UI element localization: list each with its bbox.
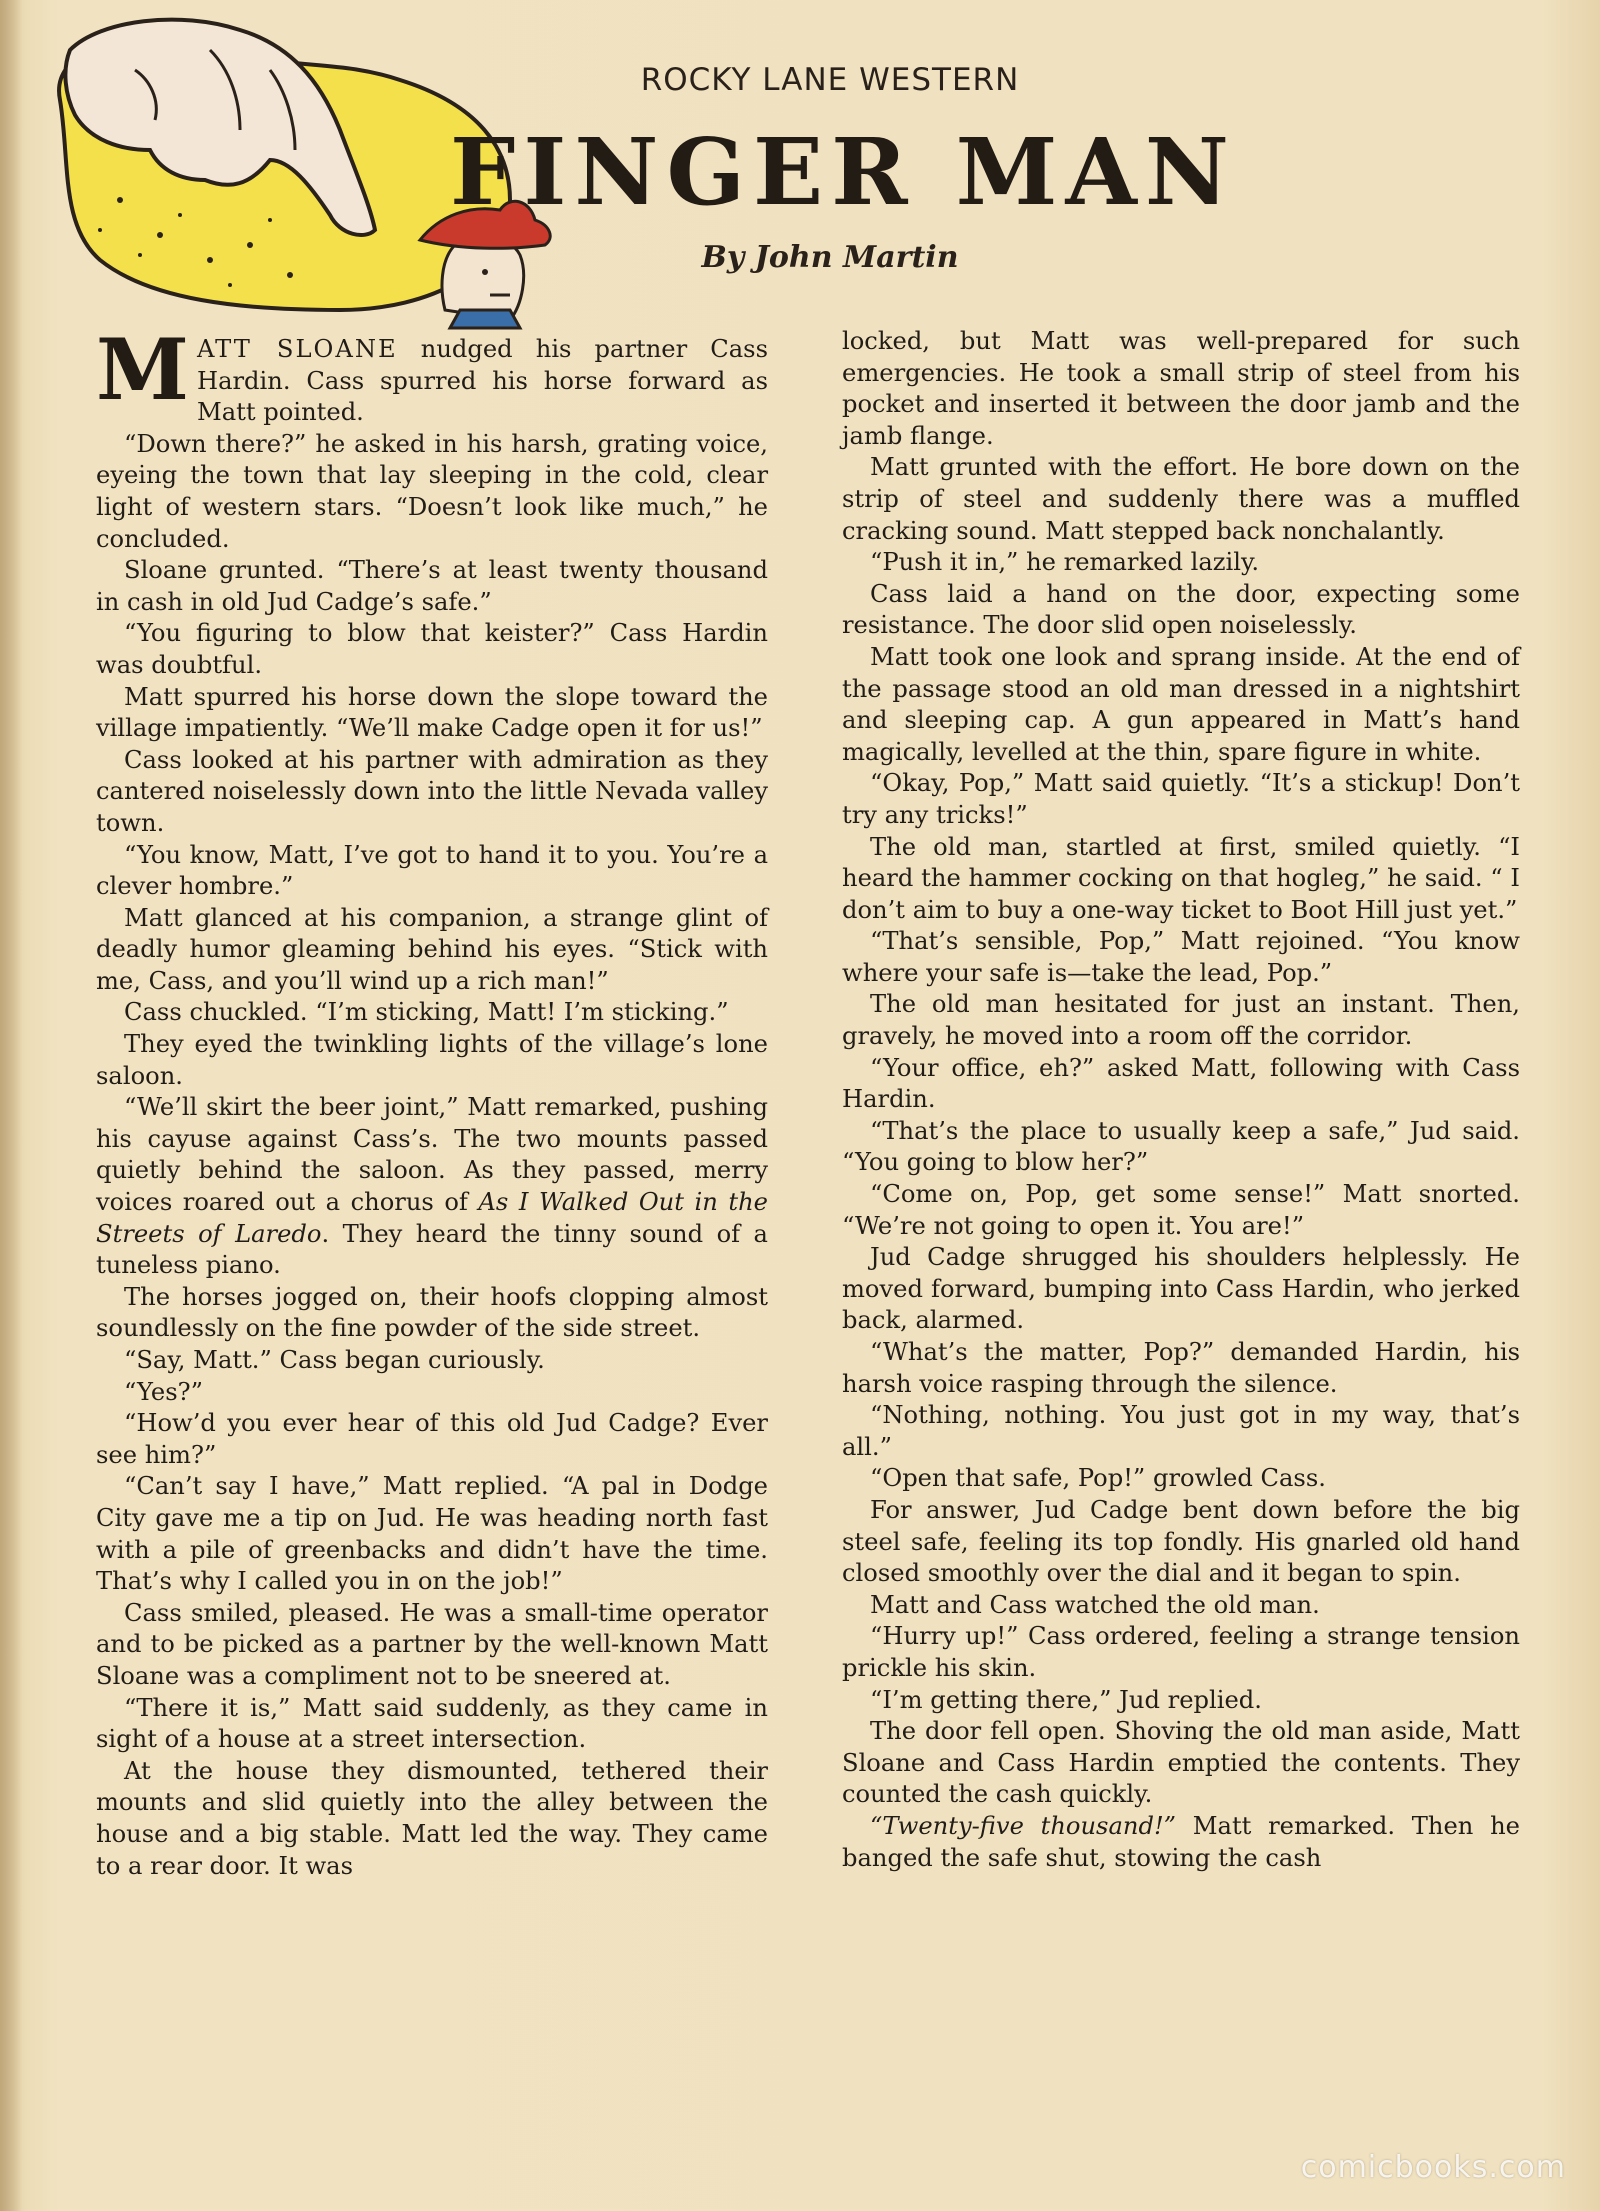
paragraph: They eyed the twinkling lights of the village’s lone saloon. <box>96 1030 768 1090</box>
paragraph: Sloane grunted. “There’s at least twenty thousand in cash in old Jud Cadge’s safe.” <box>96 556 768 616</box>
right-text-column <box>842 326 1520 1874</box>
paragraph: “Push it in,” he remarked lazily. <box>870 548 1260 577</box>
paragraph: “What’s the matter, Pop?” demanded Hardin, his harsh voice rasping through the silence. <box>842 1338 1520 1398</box>
paragraph: Matt grunted with the effort. He bore down on the strip of steel and suddenly there was a muffled cracking sound. Matt stepped back nonchalantly. <box>842 453 1520 545</box>
byline: By John Martin <box>701 240 959 275</box>
paragraph: Cass chuckled. “I’m sticking, Matt! I’m sticking.” <box>124 998 729 1027</box>
paragraph: The door fell open. Shoving the old man aside, Matt Sloane and Cass Hardin emptied the contents. They counted the cash quickly. <box>842 1717 1520 1809</box>
paragraph: “Nothing, nothing. You just got in my way, that’s all.” <box>842 1401 1520 1461</box>
series-title: ROCKY LANE WESTERN <box>640 62 1020 98</box>
laredo-before: “We’ll skirt the beer joint,” Matt remarked, pushing his cayuse against Cass’s. The two mounts passed quietly behind the saloon. As they passed, merry voices roared out a chorus of <box>96 1093 768 1217</box>
paragraph: “Down there?” he asked in his harsh, grating voice, eyeing the town that lay sleeping in the cold, clear light of western stars. “Doesn’t look like much,” he concluded. <box>96 429 768 553</box>
paragraph: locked, but Matt was well-prepared for such emergencies. He took a small strip of steel from his pocket and inserted it between the door jamb and the jamb flange. <box>842 327 1520 450</box>
closing-paragraph <box>842 1811 1520 1874</box>
site-watermark: comicbooks.com <box>1300 2150 1566 2185</box>
paragraph: The old man, startled at first, smiled quietly. “I heard the hammer cocking on that hogleg,” he said. “ I don’t aim to buy a one-way ticket to Boot Hill just yet.” <box>842 832 1520 924</box>
opening-rest: nudged his partner Cass Hardin. Cass spurred his horse forward as Matt pointed. <box>196 335 769 427</box>
paragraph: “Yes?” <box>124 1377 203 1406</box>
paragraph: Jud Cadge shrugged his shoulders helplessly. He moved forward, bumping into Cass Hardin, who jerked back, alarmed. <box>842 1243 1520 1335</box>
paragraph: “You know, Matt, I’ve got to hand it to you. You’re a clever hombre.” <box>96 840 768 901</box>
paragraph: For answer, Jud Cadge bent down before the big steel safe, feeling its top fondly. His gnarled old hand closed smoothly over the dial and it began to spin. <box>842 1495 1520 1588</box>
paragraph: “Your office, eh?” asked Matt, following with Cass Hardin. <box>842 1053 1520 1114</box>
paragraph: Cass smiled, pleased. He was a small-time operator and to be picked as a partner by the well-known Matt Sloane was a compliment not to be sneered at. <box>96 1598 768 1690</box>
paragraph: “How’d you ever hear of this old Jud Cadge? Ever see him?” <box>96 1409 768 1469</box>
song-title: As I Walked Out in the Streets of Laredo <box>96 1188 768 1248</box>
paragraph: Cass looked at his partner with admiration as they cantered noiselessly down into the little Nevada valley town. <box>96 745 768 837</box>
opening-paragraph <box>96 320 769 429</box>
drop-cap: M <box>96 320 189 419</box>
italic-exclamation: “Twenty-five thousand!” <box>870 1811 1177 1840</box>
paragraph: “Come on, Pop, get some sense!” Matt snorted. “We’re not going to open it. You are!” <box>842 1180 1520 1240</box>
paragraph: “That’s sensible, Pop,” Matt rejoined. “You know where your safe is—take the lead, Pop.” <box>842 927 1520 987</box>
left-text-column <box>96 320 769 1882</box>
paragraph: “Okay, Pop,” Matt said quietly. “It’s a stickup! Don’t try any tricks!” <box>842 769 1520 829</box>
paragraph: Matt and Cass watched the old man. <box>870 1590 1320 1619</box>
paragraph: “Open that safe, Pop!” growled Cass. <box>870 1464 1326 1493</box>
paragraph: “Hurry up!” Cass ordered, feeling a strange tension prickle his skin. <box>842 1622 1520 1682</box>
paragraph: “That’s the place to usually keep a safe,” Jud said. “You going to blow her?” <box>842 1116 1520 1177</box>
paragraph: “Can’t say I have,” Matt replied. “A pal in Dodge City gave me a tip on Jud. He was heading north fast with a pile of greenbacks and didn’t have the time. That’s why I called you in on the job!” <box>96 1472 768 1596</box>
paragraph: Matt spurred his horse down the slope toward the village impatiently. “We’ll make Cadge open it for us!” <box>96 682 768 743</box>
opening-lead: ATT SLOANE <box>196 335 398 363</box>
paragraph: Matt took one look and sprang inside. At the end of the passage stood an old man dressed in a nightshirt and sleeping cap. A gun appeared in Matt’s hand magically, levelled at the thin, spare figure in white. <box>842 642 1520 766</box>
paragraph: The old man hesitated for just an instant. Then, gravely, he moved into a room off the corridor. <box>842 990 1520 1051</box>
paragraph: At the house they dismounted, tethered their mounts and slid quietly into the alley between the house and a big stable. Matt led the way. They came to a rear door. It was <box>96 1756 768 1880</box>
paragraph: “Say, Matt.” Cass began curiously. <box>124 1346 545 1374</box>
paragraph: “I’m getting there,” Jud replied. <box>870 1685 1262 1714</box>
story-title: FINGER MAN <box>450 118 1237 226</box>
paragraph: The horses jogged on, their hoofs clopping almost soundlessly on the fine powder of the side street. <box>96 1282 768 1343</box>
laredo-after: . They heard the tinny sound of a tuneless piano. <box>96 1219 768 1280</box>
paragraph: “You figuring to blow that keister?” Cass Hardin was doubtful. <box>96 619 768 679</box>
closing-rest: Matt remarked. Then he banged the safe shut, stowing the cash <box>842 1811 1520 1872</box>
binding-shadow <box>0 0 22 2211</box>
paragraph: “There it is,” Matt said suddenly, as they came in sight of a house at a street intersection. <box>96 1693 768 1754</box>
paragraph: Matt glanced at his companion, a strange glint of deadly humor gleaming behind his eyes. “Stick with me, Cass, and you’ll wind up a rich man!” <box>96 903 768 995</box>
paragraph: Cass laid a hand on the door, expecting some resistance. The door slid open noiselessly. <box>842 579 1520 640</box>
laredo-paragraph <box>96 1092 768 1282</box>
